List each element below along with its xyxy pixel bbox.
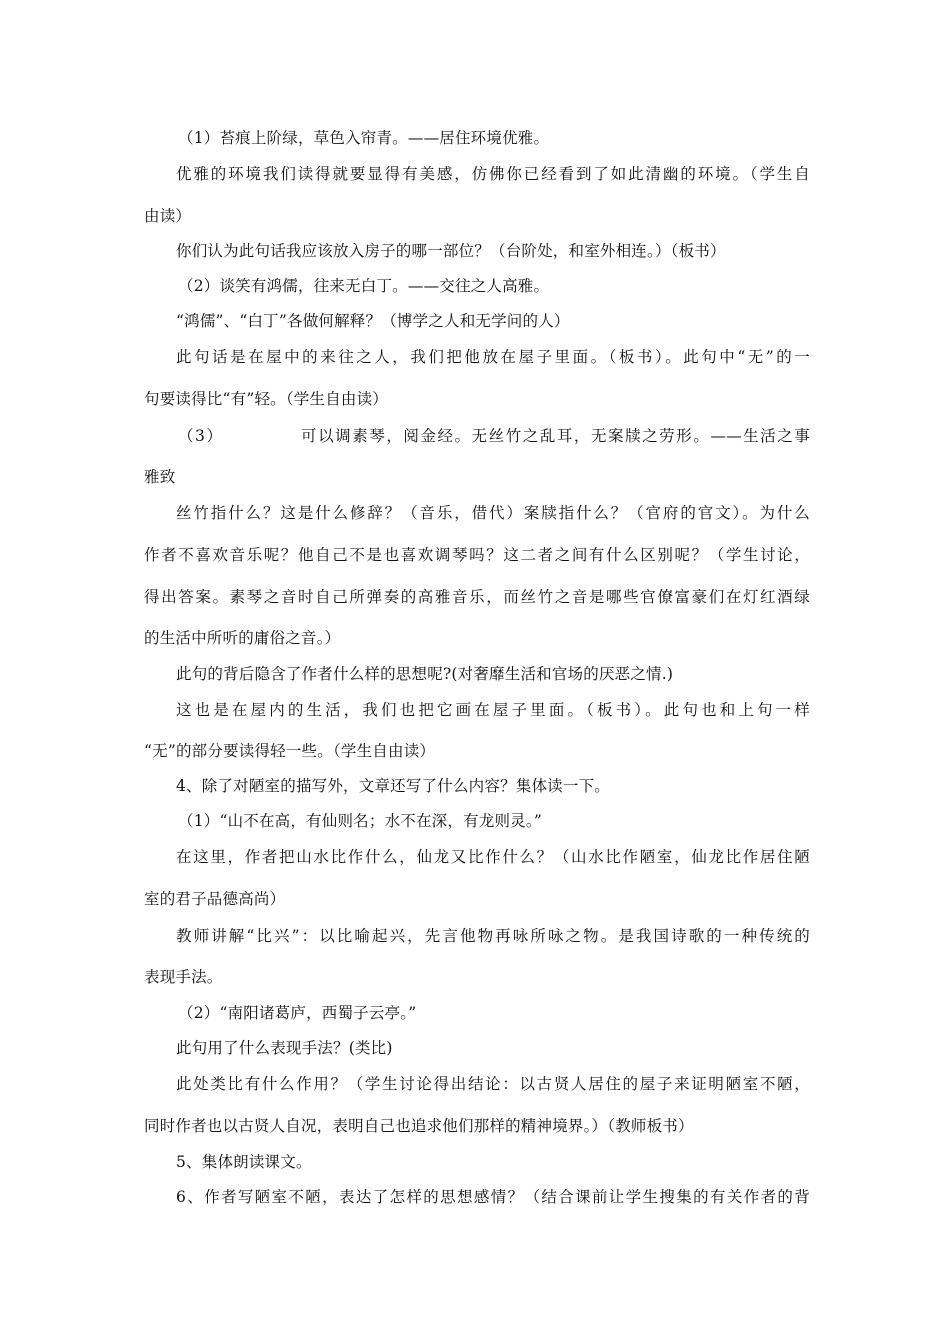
- text-line: 5、集体朗读课文。: [176, 1153, 312, 1171]
- text-line: 丝竹指什么？这是什么修辞？（音乐，借代）案牍指什么？（官府的官文）。为什么: [176, 504, 810, 522]
- text-line: 作者不喜欢音乐呢？他自己不是也喜欢调琴吗？这二者之间有什么区别呢？（学生讨论，: [144, 546, 810, 564]
- text-line: 4、除了对陋室的描写外，文章还写了什么内容？集体读一下。: [176, 777, 610, 795]
- text-line: 优雅的环境我们读得就要显得有美感，仿佛你已经看到了如此清幽的环境。（学生自: [176, 165, 810, 183]
- text-line: 此处类比有什么作用？（学生讨论得出结论：以古贤人居住的屋子来证明陋室不陋，: [176, 1075, 810, 1093]
- text-line: 6、作者写陋室不陋，表达了怎样的思想感情？（结合课前让学生搜集的有关作者的背: [176, 1188, 810, 1206]
- text-line: （1）“山不在高，有仙则名；水不在深，有龙则灵。”: [178, 812, 542, 830]
- text-line: 此句话是在屋中的来往之人，我们把他放在屋子里面。（板书）。此句中“无”的一: [176, 348, 810, 366]
- text-line: 室的君子品德高尚）: [144, 890, 286, 908]
- text-line: 同时作者也以古贤人自况，表明自己也追求他们那样的精神境界。）（教师板书）: [144, 1117, 694, 1135]
- text-line: 由读）: [144, 207, 192, 225]
- text-line: （1）苔痕上阶绿，草色入帘青。——居住环境优雅。: [178, 129, 550, 147]
- text-line: 句要读得比“有”轻。（学生自由读）: [144, 390, 388, 408]
- text-line: （2）谈笑有鸿儒，往来无白丁。——交往之人高雅。: [178, 277, 550, 295]
- text-line: 雅致: [144, 468, 176, 486]
- text-line: 此句用了什么表现手法？(类比): [176, 1039, 393, 1057]
- text-line: 表现手法。: [144, 968, 223, 986]
- text-line: “鸿儒”、“白丁”各做何解释？（博学之人和无学问的人）: [176, 312, 570, 330]
- text-line: 你们认为此句话我应该放入房子的哪一部位？（台阶处，和室外相连。）（板书）: [176, 242, 726, 260]
- text-line: 的生活中所听的庸俗之音。）: [144, 629, 341, 647]
- text-line: “无”的部分要读得轻一些。（学生自由读）: [144, 742, 436, 760]
- text-line: 这也是在屋内的生活，我们也把它画在屋子里面。（板书）。此句也和上句一样: [176, 701, 810, 719]
- text-line: 得出答案。素琴之音时自己所弹奏的高雅音乐，而丝竹之音是哪些官僚富豪们在灯红酒绿: [144, 588, 810, 606]
- text-line: 在这里，作者把山水比作什么，仙龙又比作什么？（山水比作陋室，仙龙比作居住陋: [176, 848, 810, 866]
- text-line: （2）“南阳诸葛庐，西蜀子云亭。”: [178, 1004, 417, 1022]
- text-line: 教师讲解“比兴”：以比喻起兴，先言他物再咏所咏之物。是我国诗歌的一种传统的: [176, 927, 810, 945]
- text-line: 此句的背后隐含了作者什么样的思想呢?(对奢靡生活和官场的厌恶之情.): [176, 665, 674, 683]
- text-line: （3） 可以调素琴，阅金经。无丝竹之乱耳，无案牍之劳形。——生活之事: [178, 427, 810, 445]
